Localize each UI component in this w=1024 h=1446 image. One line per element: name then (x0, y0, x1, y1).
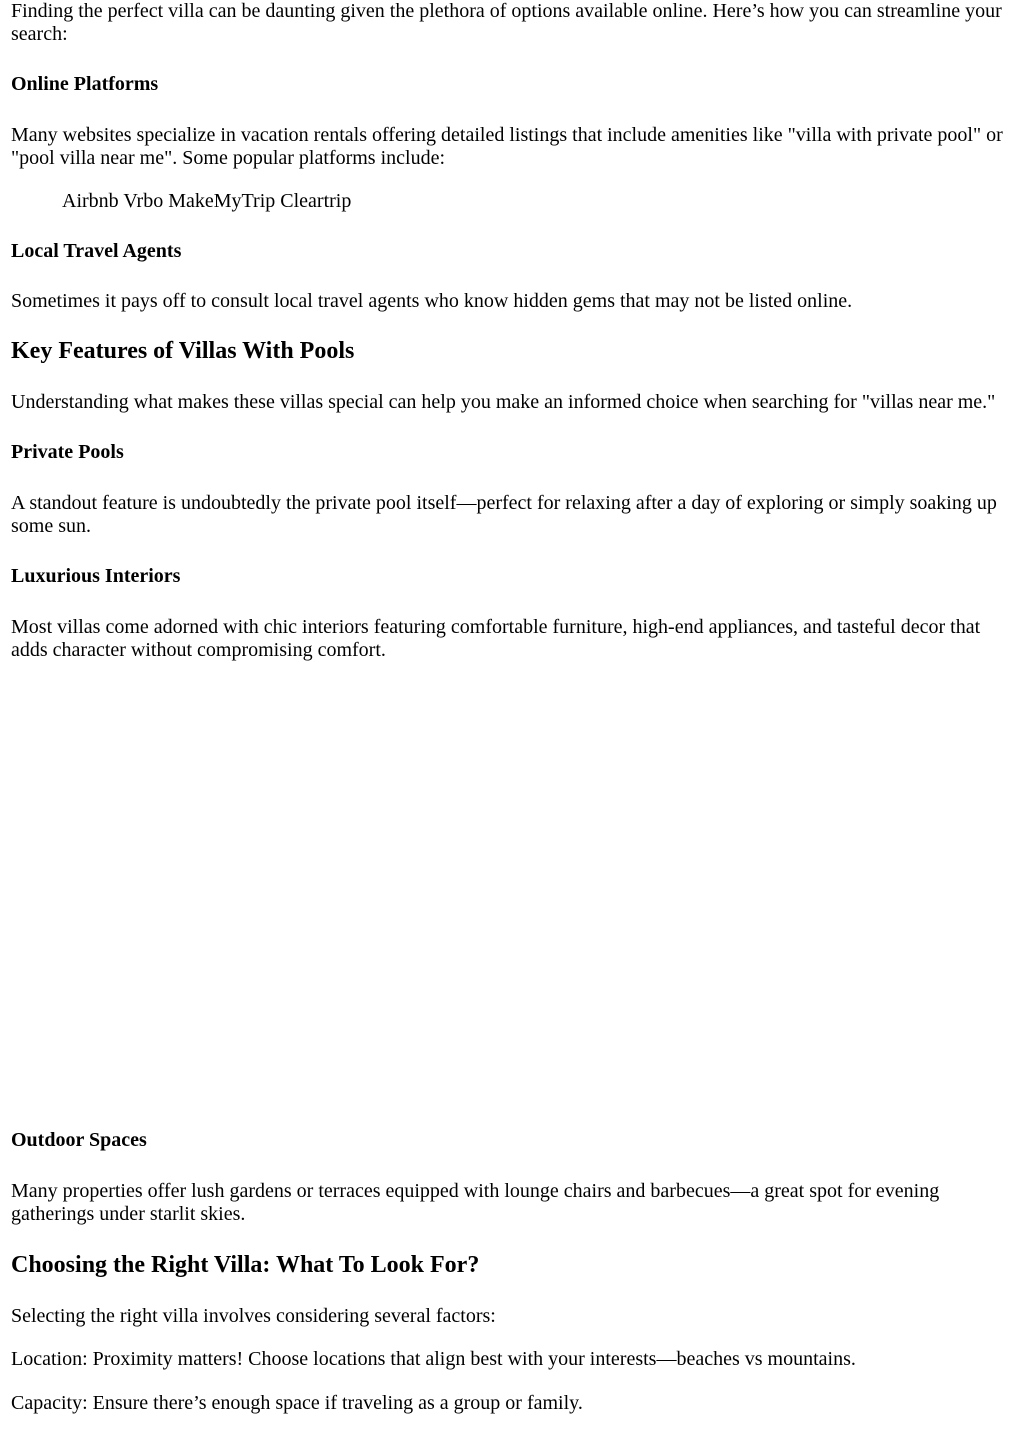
empty-media-area (11, 662, 1014, 1103)
platforms-list (62, 190, 1014, 213)
location-paragraph: Location: Proximity matters! Choose locations that align best with your interests—beaches vs mountains. (11, 1348, 856, 1370)
platform-item: Cleartrip (280, 190, 352, 212)
heading-key-features: Key Features of Villas With Pools (11, 338, 355, 364)
interiors-paragraph: Most villas come adorned with chic interiors featuring comfortable furniture, high-end appliances, and tasteful decor that adds character without compromising comfort. (11, 616, 981, 661)
heading-luxurious-interiors: Luxurious Interiors (11, 565, 181, 587)
key-features-paragraph: Understanding what makes these villas special can help you make an informed choice when searching for "villas near me." (11, 391, 996, 413)
platform-item: MakeMyTrip (168, 190, 276, 212)
heading-online-platforms: Online Platforms (11, 73, 159, 95)
capacity-paragraph: Capacity: Ensure there’s enough space if traveling as a group or family. (11, 1392, 583, 1414)
outdoor-paragraph: Many properties offer lush gardens or terraces equipped with lounge chairs and barbecues—a great spot for evening gatherings under starlit skies. (11, 1180, 940, 1225)
heading-private-pools: Private Pools (11, 441, 124, 463)
private-pools-paragraph: A standout feature is undoubtedly the private pool itself—perfect for relaxing after a day of exploring or simply soaking up some sun. (11, 492, 997, 537)
platform-item: Vrbo (123, 190, 164, 212)
intro-paragraph: Finding the perfect villa can be daunting given the plethora of options available online. Here’s how you can streamline your search: (11, 0, 1002, 45)
local-agents-paragraph: Sometimes it pays off to consult local travel agents who know hidden gems that may not be listed online. (11, 290, 853, 312)
online-platforms-paragraph: Many websites specialize in vacation rentals offering detailed listings that include amenities like "villa with private pool" or "pool villa near me". Some popular platforms include: (11, 124, 1003, 169)
heading-choosing-villa: Choosing the Right Villa: What To Look For? (11, 1252, 480, 1278)
heading-outdoor-spaces: Outdoor Spaces (11, 1129, 147, 1151)
heading-local-travel-agents: Local Travel Agents (11, 240, 182, 262)
platform-item: Airbnb (62, 190, 119, 212)
choosing-paragraph: Selecting the right villa involves considering several factors: (11, 1305, 496, 1327)
